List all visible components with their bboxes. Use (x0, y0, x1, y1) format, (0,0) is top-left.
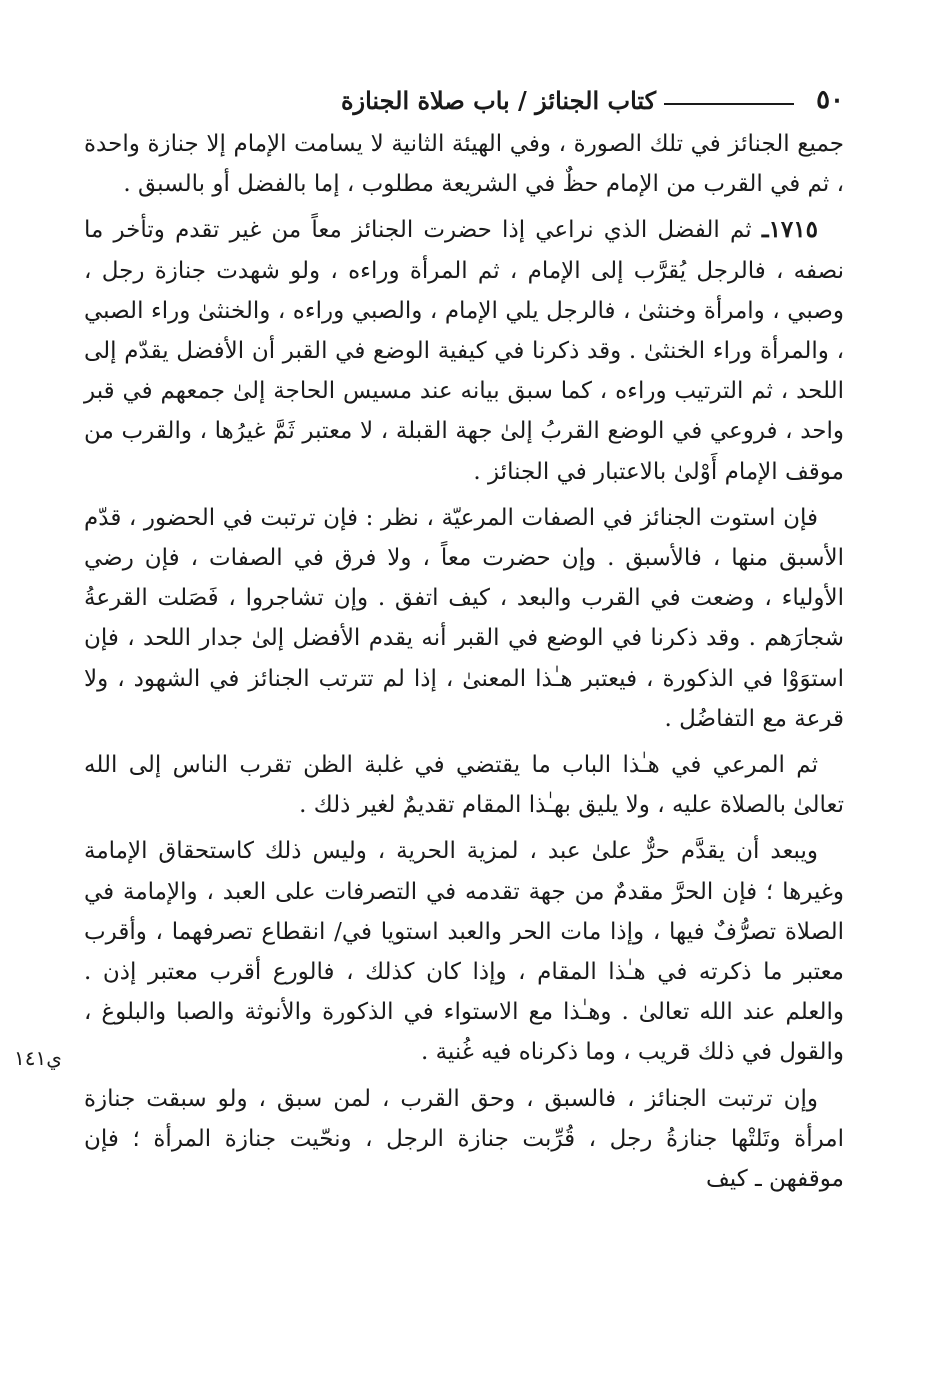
paragraph-3 (84, 498, 844, 739)
marginal-page-reference: ي١٤١ (14, 1046, 62, 1070)
main-text (84, 124, 844, 1205)
header-rule (664, 103, 794, 105)
paragraph-1 (84, 124, 844, 204)
paragraph-text: ويبعد أن يقدَّم حرٌّ علىٰ عبد ، لمزية الحرية ، وليس ذلك كاستحقاق الإمامة وغيرها ؛ فإن الحرَّ مقدمٌ من جهة تقدمه في التصرفات على العبد ، والإمامة في الصلاة تصرُّفٌ فيها ، وإذا مات الحر والعبد استويا في/ انقطاع تصرفهما ، وأقرب معتبر ما ذكرته في هـٰذا المقام ، وإذا كان كذلك ، فالورع أقرب معتبر إذن . والعلم عند الله تعالىٰ . وهـٰذا مع الاستواء في الذكورة والأنوثة والصبا والبلوغ ، والقول في ذلك قريب ، وما ذكرناه فيه غُنية . (84, 838, 844, 1066)
paragraph-text: ثم الفضل الذي نراعي إذا حضرت الجنائز معاً من غير تقدم وتأخر ما نصفه ، فالرجل يُقرَّب إلى الإمام ، ثم المرأة وراءه ، ولو شهدت جنازة رجل ، وصبي ، وامرأة وخنثىٰ ، فالرجل يلي الإمام ، والصبي وراءه ، والخنثىٰ وراء الصبي ، والمرأة وراء الخنثىٰ . وقد ذكرنا في كيفية الوضع في القبر أن الأفضل يقدّم إلى اللحد ، ثم الترتيب وراءه ، كما سبق بيانه عند مسيس الحاجة إلىٰ جمعهم في قبر واحد ، فروعي في الوضع القربُ إلىٰ جهة القبلة ، لا معتبر ثَمَّ غيرُها ، والقرب من موقف الإمام أَوْلىٰ بالاعتبار في الجنائز . (84, 217, 844, 485)
paragraph-text: فإن استوت الجنائز في الصفات المرعيّة ، نظر : فإن ترتبت في الحضور ، قدّم الأسبق منها ، فالأسبق . وإن حضرت معاً ، ولا فرق في الصفات ، فإن رضي الأولياء ، وضعت في القرب والبعد ، كيف اتفق . وإن تشاجروا ، فَصَلت القرعةُ شجارَهم . وقد ذكرنا في الوضع في القبر أنه يقدم الأفضل إلىٰ جدار اللحد ، فإن استوَوْا في الذكورة ، فيعتبر هـٰذا المعنىٰ ، إذا لم تترتب الجنائز في الشهود ، ولا قرعة مع التفاضُل . (84, 504, 844, 732)
paragraph-text: جميع الجنائز في تلك الصورة ، وفي الهيئة الثانية لا يسامت الإمام إلا جنازة واحدة ، ثم في القرب من الإمام حظٌ في الشريعة مطلوب ، إما بالفضل أو بالسبق . (84, 131, 844, 198)
page-number: ٥٠ (816, 85, 844, 115)
paragraph-text: ثم المرعي في هـٰذا الباب ما يقتضي في غلبة الظن تقرب الناس إلى الله تعالىٰ بالصلاة عليه ، ولا يليق بهـٰذا المقام تقديمٌ لغير ذلك . (84, 752, 844, 819)
paragraph-4 (84, 745, 844, 825)
paragraph-2 (84, 210, 844, 491)
page-header (84, 82, 844, 118)
running-title: كتاب الجنائز / باب صلاة الجنازة (340, 85, 657, 115)
paragraph-number: ١٧١٥ـ (761, 216, 818, 244)
paragraph-text: وإن ترتبت الجنائز ، فالسبق ، وحق القرب ، لمن سبق ، ولو سبقت جنازة امرأة وتَلتْها جنازةُ رجل ، قُرِّبت جنازة الرجل ، ونحّيت جنازة المرأة ؛ فإن موقفهن ـ كيف (84, 1085, 844, 1193)
paragraph-5 (84, 831, 844, 1072)
paragraph-6 (84, 1079, 844, 1200)
